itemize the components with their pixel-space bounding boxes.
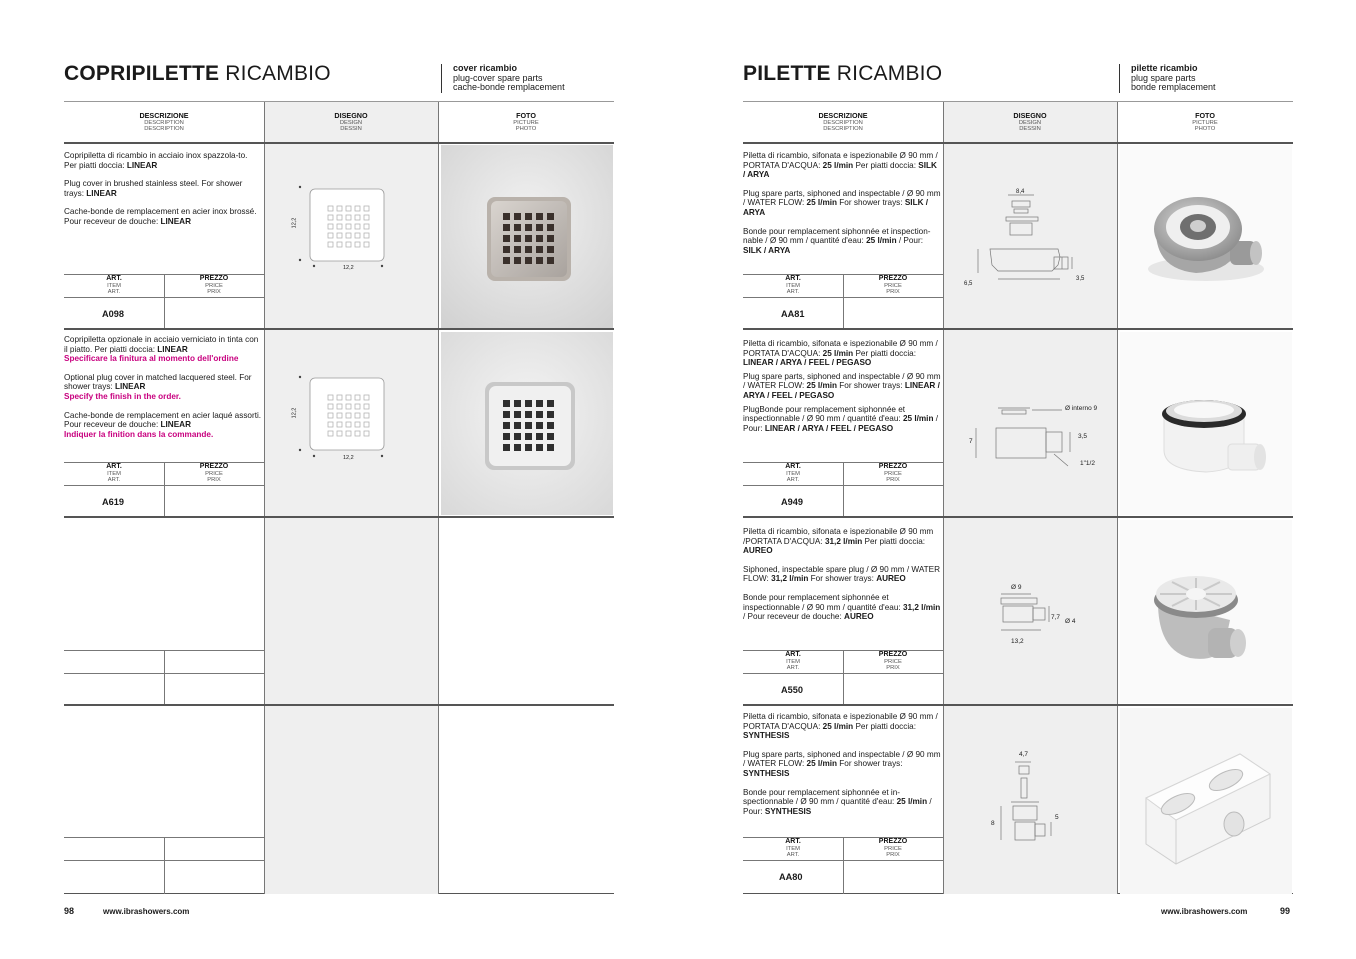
dimension-label: 5	[1055, 814, 1059, 821]
article-code: A619	[102, 497, 124, 507]
dimension-label: Ø 4	[1065, 618, 1076, 625]
art-header: ART. ITEM ART.	[785, 651, 801, 671]
article-code: A550	[781, 685, 803, 695]
dimension-label: 7,7	[1051, 614, 1061, 621]
page-number: 99	[1280, 906, 1291, 916]
cover-drawing	[291, 182, 397, 277]
price-header: PREZZO PRICE PRIX	[878, 463, 908, 483]
art-header: ART. ITEM ART.	[785, 838, 801, 858]
plug-technical-drawing	[991, 750, 1075, 845]
product-description: Piletta di ricambio, sifonata e ispezionabile Ø 90 mm / PORTATA D'ACQUA: 25 l/min Per piatti doccia: SILK / ARYA Plug spare parts, siphoned and inspectable / Ø 90 mm / WATER FLOW: 25 l/min For shower trays: SILK / ARYA Bonde pour remplacement siphonnée et inspection-nable / Ø 90 mm / quantité d'eau: 25 l/min / Pour: SILK / ARYA	[743, 151, 941, 255]
dimension-label: 12,2	[343, 265, 354, 271]
page-subtitle: cover ricambio plug-cover spare parts cache-bonde remplacement	[441, 64, 565, 93]
product-description: Copripiletta opzionale in acciaio verniciato in tinta con il piatto. Per piatti doccia: LINEAR Specificare la finitura al momento dell'ordine Optional plug cover in matched lacquered steel. For shower trays: LINEAR Specify the finish in the order. Cache-bonde de remplacement en acier laqué assorti. Pour receveur de douche: LINEAR Indiquer la finition dans la commande.	[64, 335, 262, 439]
column-header-photo: FOTO PICTURE PHOTO	[513, 111, 539, 133]
website-link[interactable]: www.ibrashowers.com	[1161, 907, 1248, 916]
dimension-label: 8	[991, 820, 995, 827]
price-header: PREZZO PRICE PRIX	[878, 275, 908, 295]
product-table	[64, 101, 614, 894]
price-header: PREZZO PRICE PRIX	[878, 651, 908, 671]
photo-plug-a949	[1120, 332, 1292, 515]
photo-plug-a550	[1120, 520, 1292, 703]
art-header: ART. ITEM ART.	[785, 275, 801, 295]
right-page	[678, 0, 1356, 959]
dimension-label: 3,5	[1078, 433, 1088, 440]
cover-drawing	[291, 372, 397, 467]
dimension-label: 12,2	[291, 407, 298, 419]
dimension-label: Ø interno 9	[1065, 405, 1098, 412]
product-description: Piletta di ricambio, sifonata e ispezionabile Ø 90 mm / PORTATA D'ACQUA: 25 l/min Per piatti doccia: LINEAR / ARYA / FEEL / PEGASO Plug spare parts, siphoned and inspectable / Ø 90 mm / WATER FLOW: 25 l/min For shower trays: LINEAR / ARYA / FEEL / PEGASO PlugBonde pour remplacement siphonnée et inspectionnable / Ø 90 mm / quantité d'eau: 25 l/min / Pour: LINEAR / ARYA / FEEL / PEGASO	[743, 339, 941, 433]
photo-plug-aa81	[1120, 145, 1292, 328]
dimension-label: 12,2	[291, 217, 298, 229]
price-header: PREZZO PRICE PRIX	[199, 463, 229, 483]
article-code: A098	[102, 309, 124, 319]
price-header: PREZZO PRICE PRIX	[878, 838, 908, 858]
art-header: ART. ITEM ART.	[106, 463, 122, 483]
column-header-design: DISEGNO DESIGN DESSIN	[1013, 111, 1047, 133]
dimension-label: 7	[969, 438, 973, 445]
page-title: PILETTE RICAMBIO	[743, 62, 943, 85]
photo-stainless-cover	[441, 145, 613, 328]
photo-lacquered-cover	[441, 332, 613, 515]
article-code: A949	[781, 497, 803, 507]
dimension-label: 13,2	[1011, 638, 1024, 645]
dimension-label: 6,5	[964, 281, 973, 287]
plug-technical-drawing	[968, 398, 1118, 478]
plug-technical-drawing	[964, 187, 1098, 287]
article-code: AA81	[781, 309, 805, 319]
art-header: ART. ITEM ART.	[785, 463, 801, 483]
article-code: AA80	[779, 872, 803, 882]
art-header: ART. ITEM ART.	[106, 275, 122, 295]
column-header-description: DESCRIZIONE DESCRIPTION DESCRIPTION	[818, 111, 868, 133]
page-title: COPRIPILETTE RICAMBIO	[64, 62, 331, 85]
dimension-label: Ø 9	[1011, 584, 1022, 591]
column-header-design: DISEGNO DESIGN DESSIN	[334, 111, 368, 133]
website-link[interactable]: www.ibrashowers.com	[103, 907, 190, 916]
column-header-description: DESCRIZIONE DESCRIPTION DESCRIPTION	[139, 111, 189, 133]
dimension-label: 1"1/2	[1080, 460, 1095, 467]
product-description: Piletta di ricambio, sifonata e ispezionabile Ø 90 mm / PORTATA D'ACQUA: 25 l/min Per piatti doccia: SYNTHESIS Plug spare parts, siphoned and inspectable / Ø 90 mm / WATER FLOW: 25 l/min For shower trays: SYNTHESIS Bonde pour remplacement siphonnée et in-spectionnable / Ø 90 mm / quantité d'eau: 25 l/min / Pour: SYNTHESIS	[743, 712, 941, 816]
product-table	[743, 101, 1293, 894]
photo-plug-aa80	[1120, 708, 1292, 894]
product-description: Copripiletta di ricambio in acciaio inox spazzola-to. Per piatti doccia: LINEAR Plug cover in brushed stainless steel. For shower trays: LINEAR Cache-bonde de remplacement en acier inox brossé. Pour receveur de douche: LINEAR	[64, 151, 257, 226]
plug-technical-drawing	[993, 580, 1083, 650]
dimension-label: 4,7	[1019, 751, 1029, 758]
page-number: 98	[64, 906, 75, 916]
product-description: Piletta di ricambio, sifonata e ispezionabile Ø 90 mm /PORTATA D'ACQUA: 31,2 l/min Per piatti doccia: AUREO Siphoned, inspectable spare plug / Ø 90 mm / WATER FLOW: 31,2 l/min For shower trays: AUREO Bonde pour remplacement siphonnée et inspectionnable / Ø 90 mm / quantité d'eau: 31,2 l/min / Pour receveur de douche: AUREO	[743, 527, 941, 622]
dimension-label: 8,4	[1016, 189, 1025, 195]
dimension-label: 12,2	[343, 455, 354, 461]
column-header-photo: FOTO PICTURE PHOTO	[1192, 111, 1218, 133]
price-header: PREZZO PRICE PRIX	[199, 275, 229, 295]
dimension-label: 3,5	[1076, 276, 1085, 282]
page-subtitle: pilette ricambio plug spare parts bonde remplacement	[1119, 64, 1216, 93]
